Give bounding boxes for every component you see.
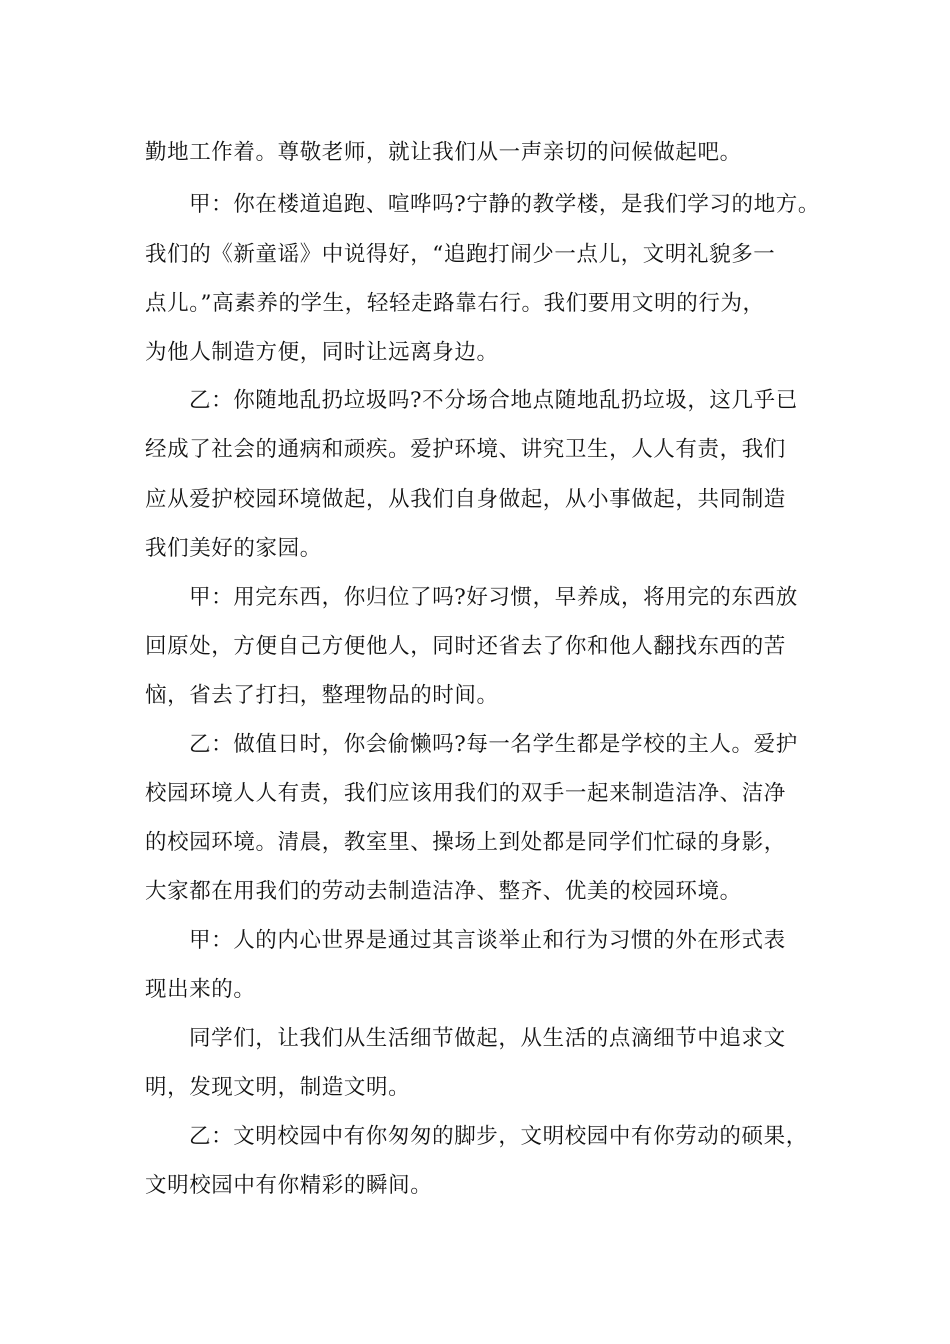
text-line: 文明校园中有你精彩的瞬间。 [145, 1173, 433, 1198]
text-line: 校园环境人人有责，我们应该用我们的双手一起来制造洁净、洁净 [145, 781, 786, 806]
text-line: 我们的《新童谣》中说得好，“追跑打闹少一点儿，文明礼貌多一 [145, 242, 776, 267]
text-line: 同学们，让我们从生活细节做起，从生活的点滴细节中追求文 [189, 1026, 786, 1051]
text-line: 乙：文明校园中有你匆匆的脚步，文明校园中有你劳动的硕果， [189, 1124, 808, 1149]
text-line: 明，发现文明，制造文明。 [145, 1075, 411, 1100]
text-line: 勤地工作着。尊敬老师，就让我们从一声亲切的问候做起吧。 [145, 140, 742, 165]
text-line: 恼，省去了打扫，整理物品的时间。 [145, 683, 499, 708]
text-line: 为他人制造方便，同时让远离身边。 [145, 340, 499, 365]
text-line: 的校园环境。清晨，教室里、操场上到处都是同学们忙碌的身影， [145, 830, 786, 855]
text-line: 点儿。”高素养的学生，轻轻走路靠右行。我们要用文明的行为， [145, 291, 765, 316]
text-line: 回原处，方便自己方便他人，同时还省去了你和他人翻找东西的苦 [145, 634, 786, 659]
text-line: 甲：人的内心世界是通过其言谈举止和行为习惯的外在形式表 [189, 928, 786, 953]
text-line: 甲：用完东西，你归位了吗?好习惯，早养成，将用完的东西放 [189, 585, 798, 610]
text-line: 我们美好的家园。 [145, 536, 322, 561]
text-line: 乙：做值日时，你会偷懒吗?每一名学生都是学校的主人。爱护 [189, 732, 798, 757]
text-line: 大家都在用我们的劳动去制造洁净、整齐、优美的校园环境。 [145, 879, 742, 904]
text-line: 甲：你在楼道追跑、喧哗吗?宁静的教学楼，是我们学习的地方。 [189, 192, 820, 217]
text-line: 现出来的。 [145, 977, 256, 1002]
text-line: 经成了社会的通病和顽疾。爱护环境、讲究卫生，人人有责，我们 [145, 437, 786, 462]
text-line: 乙：你随地乱扔垃圾吗?不分场合地点随地乱扔垃圾，这几乎已 [189, 388, 798, 413]
text-line: 应从爱护校园环境做起，从我们自身做起，从小事做起，共同制造 [145, 487, 786, 512]
